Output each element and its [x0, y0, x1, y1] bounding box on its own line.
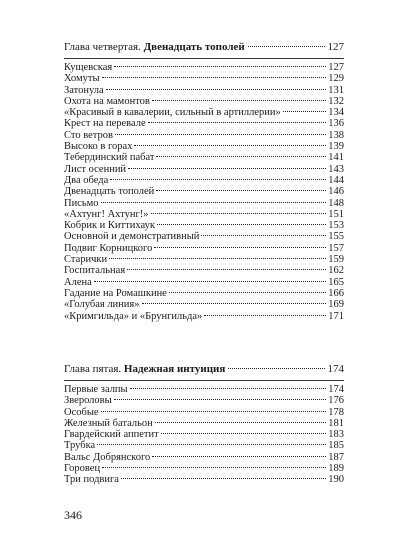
entry-title: Основной и демонстративный	[64, 231, 200, 243]
toc-entry	[64, 209, 344, 220]
entry-title: Высоко в горах	[64, 141, 133, 153]
entry-page: 148	[328, 197, 344, 209]
leader-dots	[157, 224, 326, 225]
toc-entry	[64, 384, 344, 395]
leader-dots	[201, 235, 326, 236]
leader-dots	[156, 156, 326, 157]
entry-page: 178	[328, 406, 344, 418]
entry-title: «Красивый в кавалерии, сильный в артиллерии»	[64, 107, 281, 119]
entry-page: 131	[328, 84, 344, 96]
chapter-label: Глава пятая.	[64, 363, 122, 375]
toc-entry	[64, 141, 344, 152]
entry-title: Тебердинский пабат	[64, 152, 155, 164]
toc-entry	[64, 107, 344, 118]
entry-title: Звероловы	[64, 395, 112, 407]
toc-entry	[64, 164, 344, 175]
leader-dots	[148, 122, 326, 123]
leader-dots	[152, 100, 326, 101]
entry-title: Старички	[64, 254, 108, 266]
toc-entry	[64, 277, 344, 288]
entry-page: 134	[328, 107, 344, 119]
entry-title: Вальс Добрянского	[64, 451, 151, 463]
toc-entry	[64, 175, 344, 186]
chapter-page: 127	[327, 41, 344, 53]
leader-dots	[142, 303, 327, 304]
entry-page: 166	[328, 287, 344, 299]
entry-title: Кущевская	[64, 62, 113, 73]
entry-title: «Голубая линия»	[64, 299, 140, 311]
leader-dots	[114, 399, 326, 400]
entry-title: Двенадцать тополей	[64, 186, 155, 198]
entry-title: Крест на перевале	[64, 118, 146, 130]
leader-dots	[97, 444, 326, 445]
entry-page: 159	[328, 254, 344, 266]
chapter-heading	[64, 363, 344, 377]
entry-page: 146	[328, 186, 344, 198]
entry-title: Охота на мамонтов	[64, 95, 150, 107]
entry-title: Гвардейский аппетит	[64, 429, 159, 441]
chapter-label: Глава четвертая.	[64, 41, 141, 53]
entry-title: Гадание на Ромашкине	[64, 287, 167, 299]
toc-entry	[64, 429, 344, 440]
toc-entry	[64, 231, 344, 242]
entry-title: Госпитальная	[64, 265, 126, 277]
entry-title: Затонула	[64, 84, 104, 96]
toc-entry	[64, 452, 344, 463]
leader-dots	[110, 179, 326, 180]
entry-page: 190	[328, 474, 344, 486]
leader-dots	[109, 258, 326, 259]
toc-entry	[64, 288, 344, 299]
entry-page: 181	[328, 417, 344, 429]
entry-page: 139	[328, 141, 344, 153]
entry-page: 183	[328, 429, 344, 441]
chapter-entries	[64, 62, 344, 322]
entry-page: 157	[328, 242, 344, 254]
leader-dots	[169, 292, 326, 293]
toc-entry	[64, 152, 344, 163]
entry-page: 169	[328, 299, 344, 311]
toc-entry	[64, 440, 344, 451]
entry-page: 185	[328, 440, 344, 452]
leader-dots	[94, 281, 326, 282]
leader-dots	[106, 89, 326, 90]
toc-entry	[64, 198, 344, 209]
toc-entry	[64, 265, 344, 276]
leader-dots	[114, 66, 326, 67]
entry-title: Кобрик и Киттихаук	[64, 220, 155, 232]
entry-title: Лист осенний	[64, 163, 127, 175]
leader-dots	[128, 168, 326, 169]
leader-dots	[228, 368, 324, 369]
entry-title: Два обеда	[64, 174, 109, 186]
entry-page: 143	[328, 163, 344, 175]
entry-page: 174	[328, 384, 344, 395]
toc-entry	[64, 395, 344, 406]
entry-page: 129	[328, 73, 344, 85]
chapter-rule	[64, 58, 344, 59]
toc-entry	[64, 299, 344, 310]
leader-dots	[161, 433, 326, 434]
leader-dots	[115, 134, 326, 135]
entry-title: «Кримгильда» и «Брунгильда»	[64, 310, 203, 322]
leader-dots	[101, 202, 326, 203]
toc-entry	[64, 85, 344, 96]
leader-dots	[156, 190, 326, 191]
toc-entry	[64, 311, 344, 322]
leader-dots	[283, 111, 326, 112]
chapter-heading	[64, 41, 344, 55]
chapter-name: Двенадцать тополей	[143, 41, 245, 53]
leader-dots	[121, 478, 326, 479]
entry-page: 151	[328, 208, 344, 220]
leader-dots	[101, 411, 326, 412]
entry-title: Алена	[64, 276, 92, 288]
toc-entry	[64, 474, 344, 485]
leader-dots	[154, 247, 326, 248]
toc-entry	[64, 418, 344, 429]
entry-page: 187	[328, 451, 344, 463]
entry-page: 153	[328, 220, 344, 232]
page-number: 346	[64, 508, 82, 522]
entry-title: Письмо	[64, 197, 99, 209]
chapter-name: Надежная интуиция	[123, 363, 226, 375]
leader-dots	[127, 269, 326, 270]
chapter-page: 174	[327, 363, 344, 375]
entry-title: Подвиг Корницкого	[64, 242, 153, 254]
entry-page: 136	[328, 118, 344, 130]
toc-entry	[64, 407, 344, 418]
entry-page: 162	[328, 265, 344, 277]
entry-page: 189	[328, 463, 344, 475]
toc-entry	[64, 186, 344, 197]
leader-dots	[204, 315, 326, 316]
toc-entry	[64, 243, 344, 254]
toc-entry	[64, 118, 344, 129]
leader-dots	[102, 467, 326, 468]
entry-page: 171	[328, 310, 344, 322]
entry-title: Три подвига	[64, 474, 119, 486]
leader-dots	[248, 46, 325, 47]
entry-title: Сто ветров	[64, 129, 113, 141]
entry-title: Особые	[64, 406, 99, 418]
leader-dots	[130, 388, 326, 389]
entry-page: 127	[328, 62, 344, 73]
toc-entry	[64, 463, 344, 474]
leader-dots	[155, 422, 326, 423]
entry-page: 155	[328, 231, 344, 243]
entry-title: «Ахтунг! Ахтунг!»	[64, 208, 149, 220]
leader-dots	[102, 77, 326, 78]
entry-title: Хомуты	[64, 73, 100, 85]
entry-title: Горовец	[64, 463, 101, 475]
entry-title: Первые залпы	[64, 384, 128, 395]
entry-page: 132	[328, 95, 344, 107]
entry-title: Железный батальон	[64, 417, 153, 429]
toc-entry	[64, 130, 344, 141]
entry-page: 176	[328, 395, 344, 407]
toc-entry	[64, 96, 344, 107]
toc-entry	[64, 254, 344, 265]
leader-dots	[152, 456, 326, 457]
chapter-rule	[64, 380, 344, 381]
entry-page: 144	[328, 174, 344, 186]
leader-dots	[134, 145, 326, 146]
entry-title: Трубка	[64, 440, 96, 452]
toc-entry	[64, 62, 344, 73]
toc-entry	[64, 73, 344, 84]
toc-entry	[64, 220, 344, 231]
leader-dots	[151, 213, 326, 214]
chapter-entries	[64, 384, 344, 486]
entry-page: 138	[328, 129, 344, 141]
entry-page: 165	[328, 276, 344, 288]
entry-page: 141	[328, 152, 344, 164]
